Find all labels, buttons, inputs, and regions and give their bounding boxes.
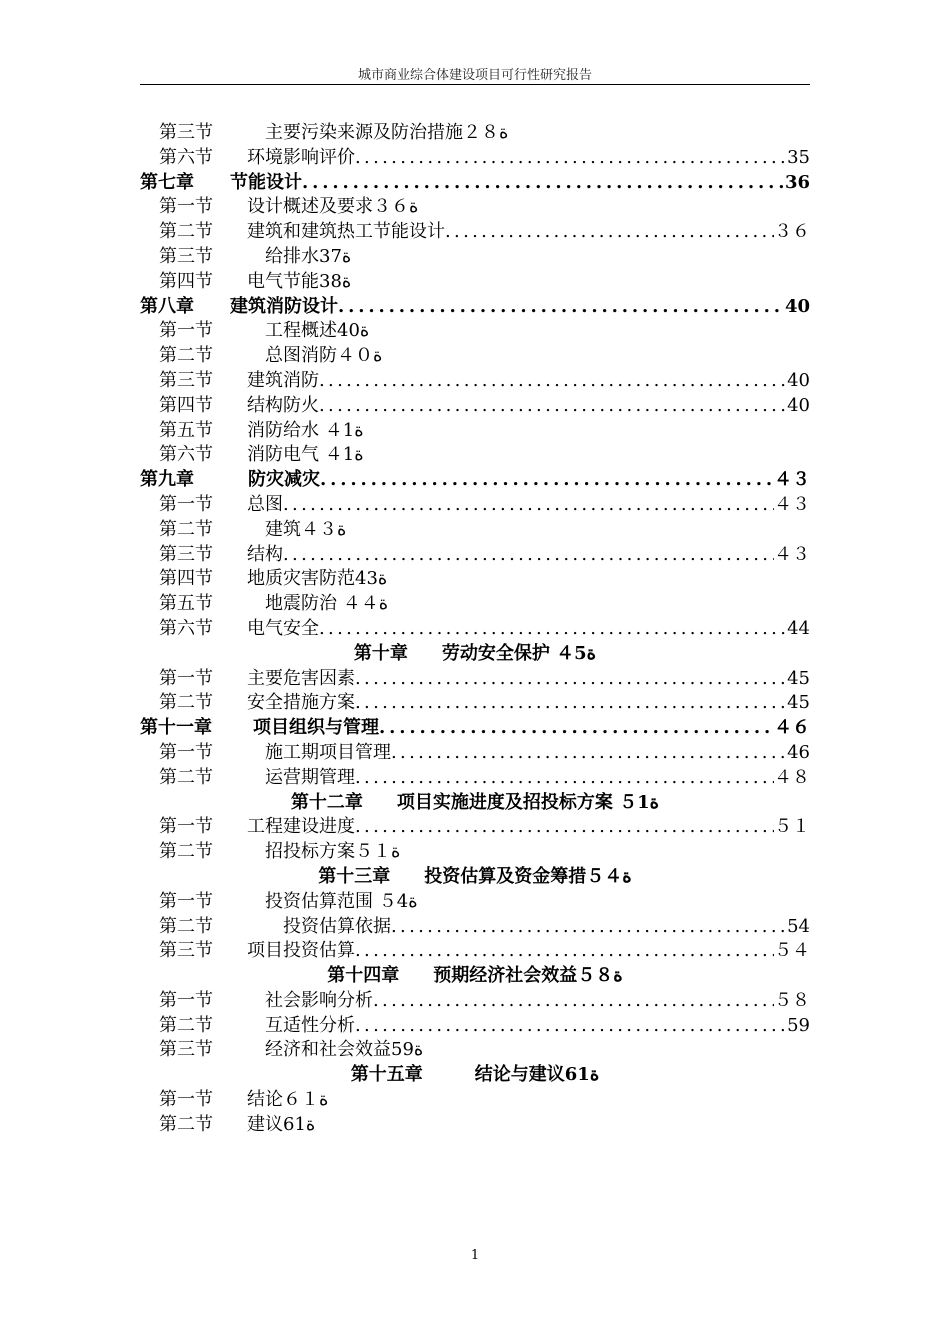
toc-entry-title: 给排水37ة [247,245,352,267]
toc-entry-page: 40 [787,369,810,391]
toc-section-entry[interactable] [140,344,810,369]
toc-entry-title: 电气节能38ة [247,270,352,292]
page-number: 1 [470,1248,480,1263]
toc-entry-label: 第三节 [159,543,213,565]
toc-section-entry[interactable] [140,419,810,444]
toc-section-entry[interactable] [140,915,810,940]
toc-entry-page: 46 [787,741,810,763]
toc-entry-page: ４３ [774,493,810,515]
toc-entry-page: ５４ [774,940,810,962]
toc-entry-label: 第三节 [159,1039,213,1061]
toc-entry-label: 第一节 [159,667,213,689]
toc-entry-label: 第四节 [159,568,213,590]
header-rule [140,84,810,85]
toc-chapter-entry[interactable] [140,791,810,816]
running-header: 城市商业综合体建设项目可行性研究报告 [357,68,592,83]
toc-section-entry[interactable] [140,121,810,146]
toc-entry-label: 第十四章 [327,965,400,987]
toc-entry-title: 建筑和建筑热工节能设计 [247,221,445,243]
toc-chapter-entry[interactable] [140,964,810,989]
toc-chapter-entry[interactable] [140,295,810,320]
toc-entry-label: 第一节 [159,196,213,218]
toc-entry-title: 消防电气 ４1ة [247,444,364,466]
toc-entry-label: 第二节 [159,692,213,714]
toc-section-entry[interactable] [140,543,810,568]
toc-entry-label: 第二节 [159,915,213,937]
toc-entry-label: 第一节 [159,741,213,763]
toc-entry-title: 项目投资估算 [247,940,355,962]
toc-entry-title: 防灾减灾 [230,469,320,491]
toc-entry-label: 第二节 [159,841,213,863]
toc-dot-leader [319,369,787,394]
toc-dot-leader [355,939,774,964]
toc-entry-page: 36 [784,171,810,193]
toc-entry-label: 第二节 [159,1014,213,1036]
toc-dot-leader [355,691,787,716]
toc-entry-title: 施工期项目管理 [247,741,391,763]
toc-entry-page: 40 [787,394,810,416]
toc-section-entry[interactable] [140,815,810,840]
toc-entry-page: 45 [787,692,810,714]
toc-entry-label: 第十三章 [318,865,391,887]
toc-entry-title: 电气安全 [247,617,319,639]
toc-section-entry[interactable] [140,1113,810,1138]
toc-section-entry[interactable] [140,443,810,468]
toc-dot-leader [302,171,785,196]
toc-entry-title: 社会影响分析 [247,989,373,1011]
toc-entry-label: 第二节 [159,518,213,540]
toc-dot-leader [355,766,774,791]
toc-entry-label: 第一节 [159,1089,213,1111]
table-of-contents [140,121,810,1138]
toc-entry-page: 54 [787,915,810,937]
toc-section-entry[interactable] [140,840,810,865]
toc-entry-label: 第一节 [159,320,213,342]
toc-entry-title: 总图 [247,493,283,515]
toc-dot-leader [391,741,787,766]
toc-entry-label: 第十章 [353,642,408,664]
toc-chapter-entry[interactable] [140,716,810,741]
toc-entry-title: 结论与建议61ة [456,1064,600,1086]
toc-entry-title: 项目组织与管理 [253,717,379,739]
toc-chapter-entry[interactable] [140,642,810,667]
toc-entry-label: 第一节 [159,493,213,515]
toc-entry-title: 结构 [247,543,283,565]
toc-section-entry[interactable] [140,245,810,270]
toc-section-entry[interactable] [140,1088,810,1113]
toc-section-entry[interactable] [140,890,810,915]
toc-entry-label: 第五节 [159,593,213,615]
toc-entry-page: 59 [787,1014,810,1036]
toc-entry-label: 第二节 [159,1113,213,1135]
toc-entry-page: ５１ [774,816,810,838]
toc-section-entry[interactable] [140,319,810,344]
toc-section-entry[interactable] [140,691,810,716]
toc-section-entry[interactable] [140,592,810,617]
toc-entry-title: 地质灾害防范43ة [247,568,388,590]
toc-entry-title: 建筑消防设计 [230,295,338,317]
toc-entry-title: 招投标方案５１ة [247,841,401,863]
toc-dot-leader [338,295,785,320]
toc-entry-page: 44 [787,617,810,639]
toc-entry-label: 第十五章 [350,1064,423,1086]
toc-entry-page: ４３ [774,469,810,491]
toc-entry-title: 运营期管理 [247,766,355,788]
toc-dot-leader [283,493,774,518]
toc-section-entry[interactable] [140,617,810,642]
toc-entry-title: 地震防治 ４４ة [247,593,389,615]
toc-section-entry[interactable] [140,567,810,592]
toc-dot-leader [320,468,774,493]
toc-section-entry[interactable] [140,766,810,791]
toc-entry-title: 主要危害因素 [247,667,355,689]
toc-entry-title: 互适性分析 [247,1014,355,1036]
toc-section-entry[interactable] [140,1014,810,1039]
toc-section-entry[interactable] [140,741,810,766]
toc-section-entry[interactable] [140,989,810,1014]
toc-entry-label: 第一节 [159,816,213,838]
toc-entry-title: 建议61ة [247,1113,316,1135]
toc-dot-leader [355,1014,787,1039]
toc-section-entry[interactable] [140,369,810,394]
toc-entry-label: 第七章 [140,171,194,193]
toc-section-entry[interactable] [140,394,810,419]
toc-chapter-entry[interactable] [140,1063,810,1088]
toc-section-entry[interactable] [140,195,810,220]
toc-entry-label: 第十一章 [140,717,212,739]
toc-entry-page: ３６ [774,221,810,243]
toc-entry-page: 45 [787,667,810,689]
toc-entry-label: 第十二章 [290,791,363,813]
toc-section-entry[interactable] [140,518,810,543]
toc-entry-label: 第一节 [159,890,213,912]
toc-dot-leader [379,716,774,741]
toc-entry-title: 劳动安全保护 ４5ة [441,642,597,664]
toc-chapter-entry[interactable] [140,468,810,493]
toc-entry-label: 第二节 [159,221,213,243]
toc-entry-label: 第三节 [159,369,213,391]
toc-section-entry[interactable] [140,493,810,518]
toc-entry-label: 第二节 [159,345,213,367]
toc-section-entry[interactable] [140,270,810,295]
toc-entry-label: 第三节 [159,940,213,962]
toc-dot-leader [355,815,774,840]
toc-entry-title: 设计概述及要求３６ة [247,196,419,218]
toc-entry-label: 第六节 [159,444,213,466]
toc-entry-title: 结构防火 [247,394,319,416]
toc-entry-label: 第六节 [159,146,213,168]
toc-dot-leader [319,617,787,642]
toc-dot-leader [391,915,787,940]
toc-entry-page: 40 [784,295,810,317]
toc-entry-title: 投资估算依据 [247,915,391,937]
toc-entry-page: ４８ [774,766,810,788]
toc-entry-page: ５８ [774,989,810,1011]
toc-entry-title: 工程建设进度 [247,816,355,838]
toc-entry-title: 项目实施进度及招投标方案 ５1ة [396,791,660,813]
toc-dot-leader [373,989,774,1014]
toc-dot-leader [319,394,787,419]
toc-dot-leader [355,146,787,171]
toc-entry-title: 总图消防４０ة [247,345,383,367]
toc-entry-title: 经济和社会效益59ة [247,1039,424,1061]
toc-entry-page: 35 [787,146,810,168]
toc-entry-title: 投资估算范围 ５4ة [247,890,418,912]
toc-entry-title: 主要污染来源及防治措施２８ة [247,122,509,143]
toc-entry-title: 预期经济社会效益５８ة [433,965,623,987]
toc-section-entry[interactable] [140,667,810,692]
toc-dot-leader [283,543,774,568]
toc-entry-label: 第一节 [159,989,213,1011]
toc-entry-title: 安全措施方案 [247,692,355,714]
toc-entry-label: 第八章 [140,295,194,317]
toc-dot-leader [445,220,774,245]
toc-entry-title: 建筑消防 [247,369,319,391]
toc-section-entry[interactable] [140,220,810,245]
toc-section-entry[interactable] [140,939,810,964]
toc-entry-label: 第四节 [159,394,213,416]
toc-entry-label: 第四节 [159,270,213,292]
toc-entry-title: 环境影响评价 [247,146,355,168]
toc-entry-title: 结论６１ة [247,1089,329,1111]
toc-entry-title: 投资估算及资金筹措５４ة [424,865,632,887]
toc-chapter-entry[interactable] [140,171,810,196]
toc-section-entry[interactable] [140,1038,810,1063]
toc-entry-label: 第二节 [159,766,213,788]
toc-entry-label: 第三节 [159,122,213,143]
toc-chapter-entry[interactable] [140,865,810,890]
toc-entry-label: 第九章 [140,469,194,491]
toc-dot-leader [355,667,787,692]
toc-entry-title: 节能设计 [230,171,302,193]
toc-entry-label: 第三节 [159,245,213,267]
toc-entry-label: 第六节 [159,617,213,639]
toc-entry-title: 建筑４３ة [247,518,347,540]
toc-entry-title: 消防给水 ４1ة [247,419,364,441]
toc-section-entry[interactable] [140,146,810,171]
toc-entry-page: ４３ [774,543,810,565]
toc-entry-label: 第五节 [159,419,213,441]
toc-entry-title: 工程概述40ة [247,320,370,342]
toc-entry-page: ４６ [774,717,810,739]
